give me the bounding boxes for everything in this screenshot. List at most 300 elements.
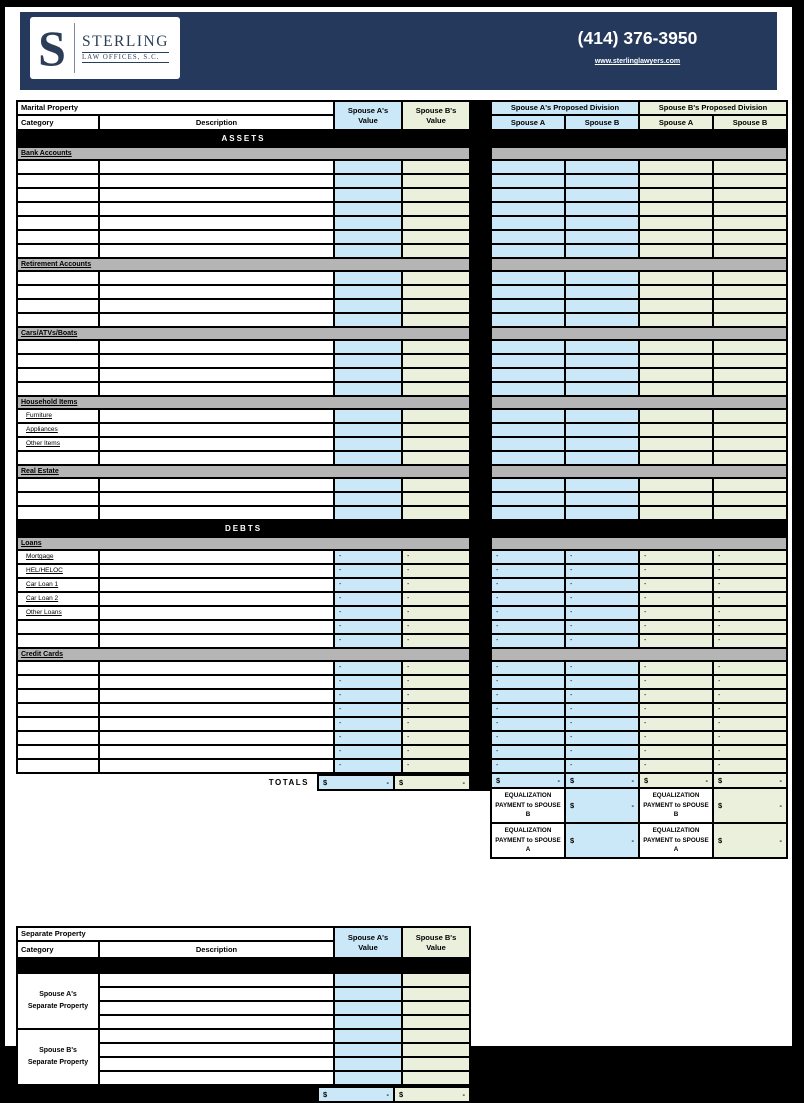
div-b-spouse-a-cell[interactable]: [640, 369, 712, 381]
category-cell[interactable]: [18, 286, 98, 298]
spouse-b-value-cell[interactable]: [403, 1016, 469, 1028]
description-cell[interactable]: [100, 341, 333, 353]
spouse-a-value-cell[interactable]: [335, 1072, 401, 1084]
spouse-a-value-cell[interactable]: [335, 189, 401, 201]
div-a-spouse-b-cell[interactable]: -: [566, 565, 638, 577]
div-a-spouse-b-cell[interactable]: -: [566, 732, 638, 744]
div-b-spouse-a-cell[interactable]: [640, 355, 712, 367]
spouse-a-value-cell[interactable]: [335, 369, 401, 381]
spouse-b-value-cell[interactable]: [403, 231, 469, 243]
div-b-spouse-b-cell[interactable]: -: [714, 732, 786, 744]
div-a-spouse-a-cell[interactable]: [492, 314, 564, 326]
spouse-a-value-cell[interactable]: [335, 161, 401, 173]
description-cell[interactable]: [100, 231, 333, 243]
div-a-spouse-a-cell[interactable]: -: [492, 732, 564, 744]
description-cell[interactable]: [100, 1030, 333, 1042]
spouse-a-value-cell[interactable]: [335, 175, 401, 187]
description-cell[interactable]: [100, 746, 333, 758]
spouse-b-value-cell[interactable]: -: [403, 607, 469, 619]
div-b-spouse-a-cell[interactable]: [640, 217, 712, 229]
div-b-spouse-a-cell[interactable]: [640, 452, 712, 464]
div-a-spouse-b-cell[interactable]: [566, 383, 638, 395]
div-b-spouse-a-cell[interactable]: [640, 245, 712, 257]
description-cell[interactable]: [100, 732, 333, 744]
spouse-b-value-cell[interactable]: [403, 189, 469, 201]
category-cell[interactable]: [18, 704, 98, 716]
div-a-spouse-a-cell[interactable]: -: [492, 746, 564, 758]
category-cell[interactable]: [18, 760, 98, 772]
div-b-spouse-b-cell[interactable]: [714, 507, 786, 519]
description-cell[interactable]: [100, 1044, 333, 1056]
div-b-spouse-b-cell[interactable]: [714, 245, 786, 257]
description-cell[interactable]: [100, 175, 333, 187]
description-cell[interactable]: [100, 245, 333, 257]
spouse-a-value-cell[interactable]: -: [335, 579, 401, 591]
div-b-spouse-a-cell[interactable]: [640, 438, 712, 450]
spouse-a-value-cell[interactable]: [335, 1058, 401, 1070]
spouse-a-value-cell[interactable]: [335, 988, 401, 1000]
div-b-spouse-a-cell[interactable]: -: [640, 565, 712, 577]
div-a-spouse-b-cell[interactable]: [566, 452, 638, 464]
description-cell[interactable]: [100, 662, 333, 674]
div-b-spouse-b-cell[interactable]: [714, 300, 786, 312]
div-b-spouse-b-cell[interactable]: [714, 410, 786, 422]
description-cell[interactable]: [100, 621, 333, 633]
div-a-spouse-a-cell[interactable]: [492, 189, 564, 201]
category-cell[interactable]: [18, 676, 98, 688]
spouse-a-value-cell[interactable]: [335, 479, 401, 491]
div-a-spouse-a-cell[interactable]: -: [492, 565, 564, 577]
div-a-spouse-a-cell[interactable]: [492, 203, 564, 215]
spouse-b-value-cell[interactable]: -: [403, 746, 469, 758]
category-cell[interactable]: [18, 231, 98, 243]
spouse-a-value-cell[interactable]: [335, 1016, 401, 1028]
description-cell[interactable]: [100, 507, 333, 519]
div-a-spouse-b-cell[interactable]: -: [566, 579, 638, 591]
div-a-spouse-b-cell[interactable]: [566, 231, 638, 243]
category-cell[interactable]: [18, 355, 98, 367]
spouse-b-value-cell[interactable]: -: [403, 635, 469, 647]
div-a-spouse-b-cell[interactable]: -: [566, 760, 638, 772]
div-b-spouse-a-cell[interactable]: -: [640, 704, 712, 716]
div-a-spouse-b-cell[interactable]: [566, 355, 638, 367]
spouse-a-value-cell[interactable]: -: [335, 565, 401, 577]
spouse-a-value-cell[interactable]: [335, 231, 401, 243]
description-cell[interactable]: [100, 551, 333, 563]
div-b-spouse-b-cell[interactable]: -: [714, 718, 786, 730]
div-b-spouse-b-cell[interactable]: -: [714, 704, 786, 716]
div-a-spouse-b-cell[interactable]: [566, 161, 638, 173]
description-cell[interactable]: [100, 760, 333, 772]
div-b-spouse-a-cell[interactable]: [640, 383, 712, 395]
spouse-a-value-cell[interactable]: -: [335, 704, 401, 716]
div-a-spouse-b-cell[interactable]: -: [566, 718, 638, 730]
div-a-spouse-b-cell[interactable]: [566, 272, 638, 284]
div-a-spouse-b-cell[interactable]: -: [566, 593, 638, 605]
div-a-spouse-a-cell[interactable]: [492, 507, 564, 519]
spouse-a-value-cell[interactable]: [335, 383, 401, 395]
div-b-spouse-a-cell[interactable]: [640, 507, 712, 519]
spouse-a-value-cell[interactable]: [335, 1030, 401, 1042]
div-a-spouse-a-cell[interactable]: [492, 369, 564, 381]
spouse-b-value-cell[interactable]: [403, 175, 469, 187]
description-cell[interactable]: [100, 988, 333, 1000]
div-b-spouse-b-cell[interactable]: [714, 438, 786, 450]
div-b-spouse-b-cell[interactable]: -: [714, 746, 786, 758]
spouse-b-value-cell[interactable]: [403, 1072, 469, 1084]
category-cell[interactable]: [18, 493, 98, 505]
spouse-b-value-cell[interactable]: -: [403, 760, 469, 772]
div-b-spouse-a-cell[interactable]: -: [640, 579, 712, 591]
spouse-a-value-cell[interactable]: [335, 1044, 401, 1056]
div-a-spouse-b-cell[interactable]: -: [566, 662, 638, 674]
div-a-spouse-a-cell[interactable]: [492, 231, 564, 243]
div-b-spouse-a-cell[interactable]: -: [640, 607, 712, 619]
div-b-spouse-a-cell[interactable]: -: [640, 676, 712, 688]
div-b-spouse-a-cell[interactable]: [640, 189, 712, 201]
spouse-a-value-cell[interactable]: [335, 452, 401, 464]
description-cell[interactable]: [100, 1002, 333, 1014]
div-b-spouse-a-cell[interactable]: [640, 161, 712, 173]
spouse-b-value-cell[interactable]: [403, 479, 469, 491]
spouse-a-value-cell[interactable]: [335, 493, 401, 505]
div-a-spouse-b-cell[interactable]: -: [566, 676, 638, 688]
div-b-spouse-a-cell[interactable]: [640, 493, 712, 505]
spouse-a-value-cell[interactable]: -: [335, 732, 401, 744]
div-b-spouse-b-cell[interactable]: -: [714, 662, 786, 674]
div-a-spouse-a-cell[interactable]: -: [492, 704, 564, 716]
div-a-spouse-b-cell[interactable]: [566, 314, 638, 326]
spouse-b-value-cell[interactable]: [403, 341, 469, 353]
category-cell[interactable]: [18, 314, 98, 326]
div-a-spouse-a-cell[interactable]: [492, 175, 564, 187]
div-a-spouse-b-cell[interactable]: -: [566, 746, 638, 758]
spouse-a-value-cell[interactable]: -: [335, 621, 401, 633]
description-cell[interactable]: [100, 1058, 333, 1070]
spouse-b-value-cell[interactable]: [403, 493, 469, 505]
spouse-a-value-cell[interactable]: -: [335, 551, 401, 563]
div-a-spouse-b-cell[interactable]: [566, 493, 638, 505]
div-b-spouse-a-cell[interactable]: [640, 300, 712, 312]
spouse-a-value-cell[interactable]: [335, 341, 401, 353]
div-a-spouse-a-cell[interactable]: [492, 424, 564, 436]
spouse-a-value-cell[interactable]: -: [335, 676, 401, 688]
category-cell[interactable]: [18, 621, 98, 633]
div-a-spouse-b-cell[interactable]: [566, 203, 638, 215]
div-a-spouse-a-cell[interactable]: [492, 341, 564, 353]
div-b-spouse-b-cell[interactable]: -: [714, 607, 786, 619]
div-b-spouse-a-cell[interactable]: [640, 424, 712, 436]
description-cell[interactable]: [100, 690, 333, 702]
spouse-b-value-cell[interactable]: [403, 1030, 469, 1042]
div-a-spouse-b-cell[interactable]: [566, 189, 638, 201]
div-b-spouse-a-cell[interactable]: [640, 286, 712, 298]
div-b-spouse-b-cell[interactable]: -: [714, 635, 786, 647]
div-b-spouse-b-cell[interactable]: [714, 355, 786, 367]
div-b-spouse-a-cell[interactable]: -: [640, 732, 712, 744]
div-b-spouse-b-cell[interactable]: [714, 161, 786, 173]
spouse-a-value-cell[interactable]: [335, 410, 401, 422]
div-a-spouse-b-cell[interactable]: [566, 438, 638, 450]
spouse-b-value-cell[interactable]: [403, 438, 469, 450]
spouse-b-value-cell[interactable]: -: [403, 690, 469, 702]
spouse-a-value-cell[interactable]: -: [335, 718, 401, 730]
div-a-spouse-a-cell[interactable]: [492, 286, 564, 298]
description-cell[interactable]: [100, 565, 333, 577]
div-a-spouse-a-cell[interactable]: [492, 383, 564, 395]
div-b-spouse-b-cell[interactable]: -: [714, 760, 786, 772]
spouse-a-value-cell[interactable]: [335, 300, 401, 312]
spouse-a-value-cell[interactable]: [335, 217, 401, 229]
spouse-a-value-cell[interactable]: -: [335, 690, 401, 702]
category-cell[interactable]: [18, 161, 98, 173]
spouse-b-value-cell[interactable]: -: [403, 579, 469, 591]
category-cell[interactable]: [18, 383, 98, 395]
spouse-b-value-cell[interactable]: [403, 314, 469, 326]
spouse-b-value-cell[interactable]: [403, 217, 469, 229]
div-a-spouse-a-cell[interactable]: -: [492, 760, 564, 772]
spouse-b-value-cell[interactable]: [403, 988, 469, 1000]
spouse-a-value-cell[interactable]: -: [335, 635, 401, 647]
div-a-spouse-a-cell[interactable]: -: [492, 635, 564, 647]
description-cell[interactable]: [100, 314, 333, 326]
category-cell[interactable]: [18, 217, 98, 229]
div-a-spouse-a-cell[interactable]: [492, 161, 564, 173]
div-a-spouse-a-cell[interactable]: -: [492, 690, 564, 702]
div-a-spouse-b-cell[interactable]: -: [566, 635, 638, 647]
description-cell[interactable]: [100, 410, 333, 422]
div-a-spouse-a-cell[interactable]: -: [492, 718, 564, 730]
category-cell[interactable]: [18, 300, 98, 312]
spouse-b-value-cell[interactable]: -: [403, 565, 469, 577]
spouse-b-value-cell[interactable]: [403, 369, 469, 381]
div-a-spouse-a-cell[interactable]: [492, 217, 564, 229]
spouse-b-value-cell[interactable]: [403, 161, 469, 173]
div-b-spouse-b-cell[interactable]: [714, 479, 786, 491]
description-cell[interactable]: [100, 438, 333, 450]
div-a-spouse-a-cell[interactable]: [492, 452, 564, 464]
category-cell[interactable]: [18, 245, 98, 257]
description-cell[interactable]: [100, 635, 333, 647]
div-b-spouse-b-cell[interactable]: -: [714, 565, 786, 577]
div-b-spouse-b-cell[interactable]: -: [714, 690, 786, 702]
description-cell[interactable]: [100, 452, 333, 464]
category-cell[interactable]: [18, 341, 98, 353]
div-b-spouse-b-cell[interactable]: [714, 231, 786, 243]
category-cell[interactable]: [18, 746, 98, 758]
div-b-spouse-b-cell[interactable]: [714, 175, 786, 187]
spouse-b-value-cell[interactable]: -: [403, 732, 469, 744]
div-b-spouse-b-cell[interactable]: -: [714, 621, 786, 633]
spouse-a-value-cell[interactable]: -: [335, 593, 401, 605]
description-cell[interactable]: [100, 579, 333, 591]
spouse-b-value-cell[interactable]: [403, 410, 469, 422]
spouse-a-value-cell[interactable]: [335, 272, 401, 284]
description-cell[interactable]: [100, 704, 333, 716]
div-a-spouse-a-cell[interactable]: [492, 410, 564, 422]
spouse-a-value-cell[interactable]: [335, 974, 401, 986]
div-a-spouse-b-cell[interactable]: -: [566, 551, 638, 563]
category-cell[interactable]: [18, 272, 98, 284]
category-cell[interactable]: [18, 690, 98, 702]
category-cell[interactable]: [18, 718, 98, 730]
spouse-b-value-cell[interactable]: [403, 424, 469, 436]
spouse-b-value-cell[interactable]: [403, 203, 469, 215]
div-b-spouse-b-cell[interactable]: -: [714, 579, 786, 591]
div-b-spouse-b-cell[interactable]: [714, 493, 786, 505]
spouse-a-value-cell[interactable]: [335, 424, 401, 436]
div-a-spouse-b-cell[interactable]: [566, 479, 638, 491]
div-a-spouse-b-cell[interactable]: [566, 507, 638, 519]
spouse-a-value-cell[interactable]: [335, 314, 401, 326]
spouse-b-value-cell[interactable]: [403, 245, 469, 257]
description-cell[interactable]: [100, 974, 333, 986]
category-cell[interactable]: [18, 369, 98, 381]
div-a-spouse-b-cell[interactable]: [566, 369, 638, 381]
spouse-b-value-cell[interactable]: [403, 1058, 469, 1070]
description-cell[interactable]: [100, 300, 333, 312]
div-b-spouse-a-cell[interactable]: -: [640, 635, 712, 647]
spouse-b-value-cell[interactable]: -: [403, 621, 469, 633]
div-b-spouse-b-cell[interactable]: [714, 217, 786, 229]
div-a-spouse-a-cell[interactable]: -: [492, 607, 564, 619]
description-cell[interactable]: [100, 203, 333, 215]
spouse-a-value-cell[interactable]: [335, 355, 401, 367]
div-a-spouse-b-cell[interactable]: -: [566, 607, 638, 619]
description-cell[interactable]: [100, 424, 333, 436]
description-cell[interactable]: [100, 383, 333, 395]
div-b-spouse-a-cell[interactable]: [640, 314, 712, 326]
description-cell[interactable]: [100, 479, 333, 491]
spouse-a-value-cell[interactable]: [335, 203, 401, 215]
div-b-spouse-b-cell[interactable]: -: [714, 551, 786, 563]
div-a-spouse-a-cell[interactable]: [492, 493, 564, 505]
spouse-b-value-cell[interactable]: [403, 355, 469, 367]
spouse-b-value-cell[interactable]: -: [403, 551, 469, 563]
div-b-spouse-a-cell[interactable]: [640, 479, 712, 491]
description-cell[interactable]: [100, 493, 333, 505]
div-a-spouse-a-cell[interactable]: -: [492, 621, 564, 633]
category-cell[interactable]: [18, 189, 98, 201]
div-b-spouse-a-cell[interactable]: -: [640, 551, 712, 563]
div-a-spouse-a-cell[interactable]: [492, 300, 564, 312]
spouse-a-value-cell[interactable]: [335, 1002, 401, 1014]
category-cell[interactable]: [18, 479, 98, 491]
category-cell[interactable]: [18, 175, 98, 187]
spouse-b-value-cell[interactable]: [403, 452, 469, 464]
div-b-spouse-b-cell[interactable]: [714, 272, 786, 284]
category-cell[interactable]: [18, 452, 98, 464]
div-b-spouse-b-cell[interactable]: [714, 383, 786, 395]
div-b-spouse-b-cell[interactable]: [714, 452, 786, 464]
div-b-spouse-a-cell[interactable]: -: [640, 662, 712, 674]
div-b-spouse-b-cell[interactable]: [714, 424, 786, 436]
category-cell[interactable]: [18, 635, 98, 647]
div-b-spouse-b-cell[interactable]: [714, 189, 786, 201]
div-b-spouse-a-cell[interactable]: -: [640, 690, 712, 702]
div-b-spouse-a-cell[interactable]: [640, 175, 712, 187]
div-a-spouse-b-cell[interactable]: [566, 245, 638, 257]
spouse-b-value-cell[interactable]: [403, 286, 469, 298]
spouse-b-value-cell[interactable]: -: [403, 662, 469, 674]
div-b-spouse-a-cell[interactable]: [640, 410, 712, 422]
div-b-spouse-a-cell[interactable]: [640, 341, 712, 353]
category-cell[interactable]: [18, 732, 98, 744]
description-cell[interactable]: [100, 189, 333, 201]
div-a-spouse-b-cell[interactable]: -: [566, 704, 638, 716]
spouse-a-value-cell[interactable]: -: [335, 760, 401, 772]
spouse-a-value-cell[interactable]: [335, 286, 401, 298]
category-cell[interactable]: [18, 507, 98, 519]
div-a-spouse-b-cell[interactable]: [566, 410, 638, 422]
description-cell[interactable]: [100, 272, 333, 284]
description-cell[interactable]: [100, 1016, 333, 1028]
div-b-spouse-b-cell[interactable]: [714, 286, 786, 298]
div-b-spouse-b-cell[interactable]: -: [714, 676, 786, 688]
div-a-spouse-a-cell[interactable]: [492, 272, 564, 284]
spouse-b-value-cell[interactable]: [403, 300, 469, 312]
div-b-spouse-b-cell[interactable]: -: [714, 593, 786, 605]
div-a-spouse-b-cell[interactable]: -: [566, 690, 638, 702]
category-cell[interactable]: [18, 203, 98, 215]
spouse-b-value-cell[interactable]: -: [403, 593, 469, 605]
div-a-spouse-a-cell[interactable]: -: [492, 593, 564, 605]
spouse-b-value-cell[interactable]: [403, 272, 469, 284]
description-cell[interactable]: [100, 718, 333, 730]
div-b-spouse-a-cell[interactable]: -: [640, 746, 712, 758]
div-b-spouse-a-cell[interactable]: [640, 203, 712, 215]
description-cell[interactable]: [100, 676, 333, 688]
div-b-spouse-a-cell[interactable]: -: [640, 718, 712, 730]
spouse-a-value-cell[interactable]: [335, 507, 401, 519]
div-b-spouse-b-cell[interactable]: [714, 314, 786, 326]
div-a-spouse-b-cell[interactable]: [566, 175, 638, 187]
div-a-spouse-a-cell[interactable]: [492, 438, 564, 450]
spouse-a-value-cell[interactable]: [335, 245, 401, 257]
div-a-spouse-a-cell[interactable]: -: [492, 579, 564, 591]
spouse-b-value-cell[interactable]: -: [403, 676, 469, 688]
spouse-b-value-cell[interactable]: [403, 1002, 469, 1014]
div-a-spouse-b-cell[interactable]: [566, 424, 638, 436]
spouse-b-value-cell[interactable]: -: [403, 718, 469, 730]
div-a-spouse-a-cell[interactable]: [492, 355, 564, 367]
spouse-b-value-cell[interactable]: -: [403, 704, 469, 716]
div-a-spouse-b-cell[interactable]: [566, 217, 638, 229]
spouse-b-value-cell[interactable]: [403, 507, 469, 519]
div-a-spouse-a-cell[interactable]: [492, 479, 564, 491]
description-cell[interactable]: [100, 369, 333, 381]
div-a-spouse-b-cell[interactable]: -: [566, 621, 638, 633]
div-a-spouse-a-cell[interactable]: -: [492, 676, 564, 688]
div-a-spouse-b-cell[interactable]: [566, 286, 638, 298]
description-cell[interactable]: [100, 161, 333, 173]
div-b-spouse-b-cell[interactable]: [714, 369, 786, 381]
div-b-spouse-a-cell[interactable]: -: [640, 760, 712, 772]
description-cell[interactable]: [100, 607, 333, 619]
spouse-a-value-cell[interactable]: -: [335, 746, 401, 758]
div-a-spouse-a-cell[interactable]: -: [492, 551, 564, 563]
div-a-spouse-b-cell[interactable]: [566, 300, 638, 312]
category-cell[interactable]: [18, 662, 98, 674]
spouse-b-value-cell[interactable]: [403, 974, 469, 986]
div-a-spouse-a-cell[interactable]: -: [492, 662, 564, 674]
spouse-a-value-cell[interactable]: -: [335, 607, 401, 619]
div-b-spouse-a-cell[interactable]: -: [640, 621, 712, 633]
website-link[interactable]: www.sterlinglawyers.com: [594, 58, 681, 65]
spouse-b-value-cell[interactable]: [403, 1044, 469, 1056]
description-cell[interactable]: [100, 355, 333, 367]
description-cell[interactable]: [100, 1072, 333, 1084]
